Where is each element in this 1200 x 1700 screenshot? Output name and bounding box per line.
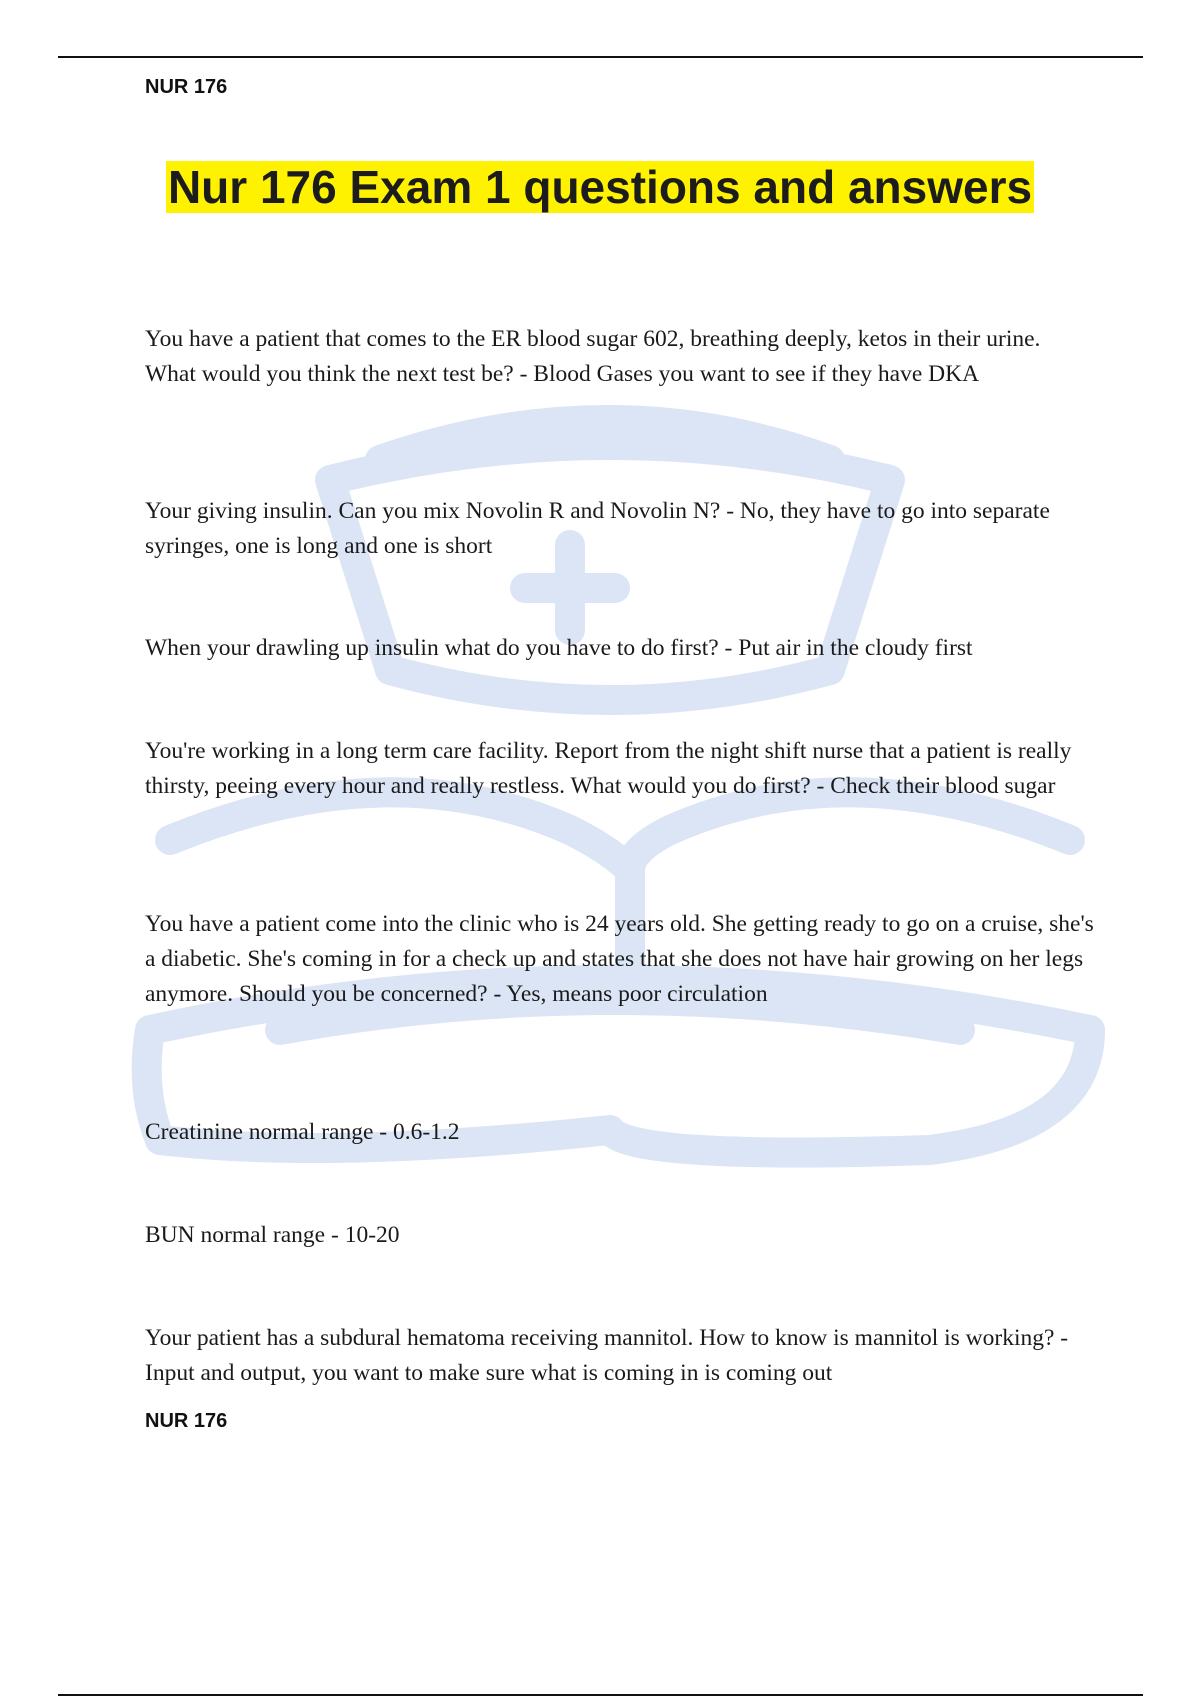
qa-item: You're working in a long term care facility. Report from the night shift nurse that a patient is really thirsty, peeing every hour and really restless. What would you do first? - Check their blood sugar xyxy=(145,738,1072,799)
header-course-label: NUR 176 xyxy=(145,76,228,98)
qa-item: Your patient has a subdural hematoma receiving mannitol. How to know is mannitol is working? - Input and output, you want to make sure what is coming in is coming out xyxy=(145,1325,1069,1386)
bottom-rule xyxy=(58,1694,1143,1696)
footer-course-label: NUR 176 xyxy=(145,1410,228,1432)
top-rule xyxy=(58,56,1143,58)
qa-item: Creatinine normal range - 0.6-1.2 xyxy=(145,1119,460,1145)
qa-item: BUN normal range - 10-20 xyxy=(145,1222,400,1248)
qa-item: When your drawling up insulin what do you have to do first? - Put air in the cloudy first xyxy=(145,635,973,661)
qa-item: Your giving insulin. Can you mix Novolin R and Novolin N? - No, they have to go into separate syringes, one is long and one is short xyxy=(145,498,1050,559)
title-highlight: Nur 176 Exam 1 questions and answers xyxy=(167,161,1033,213)
document-title xyxy=(0,158,1200,216)
qa-item: You have a patient come into the clinic who is 24 years old. She getting ready to go on a cruise, she's a diabetic. She's coming in for a check up and states that she does not have hair growing on her legs anymore. Should you be concerned? - Yes, means poor circulation xyxy=(145,911,1094,1007)
qa-item: You have a patient that comes to the ER blood sugar 602, breathing deeply, ketos in their urine. What would you think the next test be? - Blood Gases you want to see if they have DKA xyxy=(145,326,1041,387)
